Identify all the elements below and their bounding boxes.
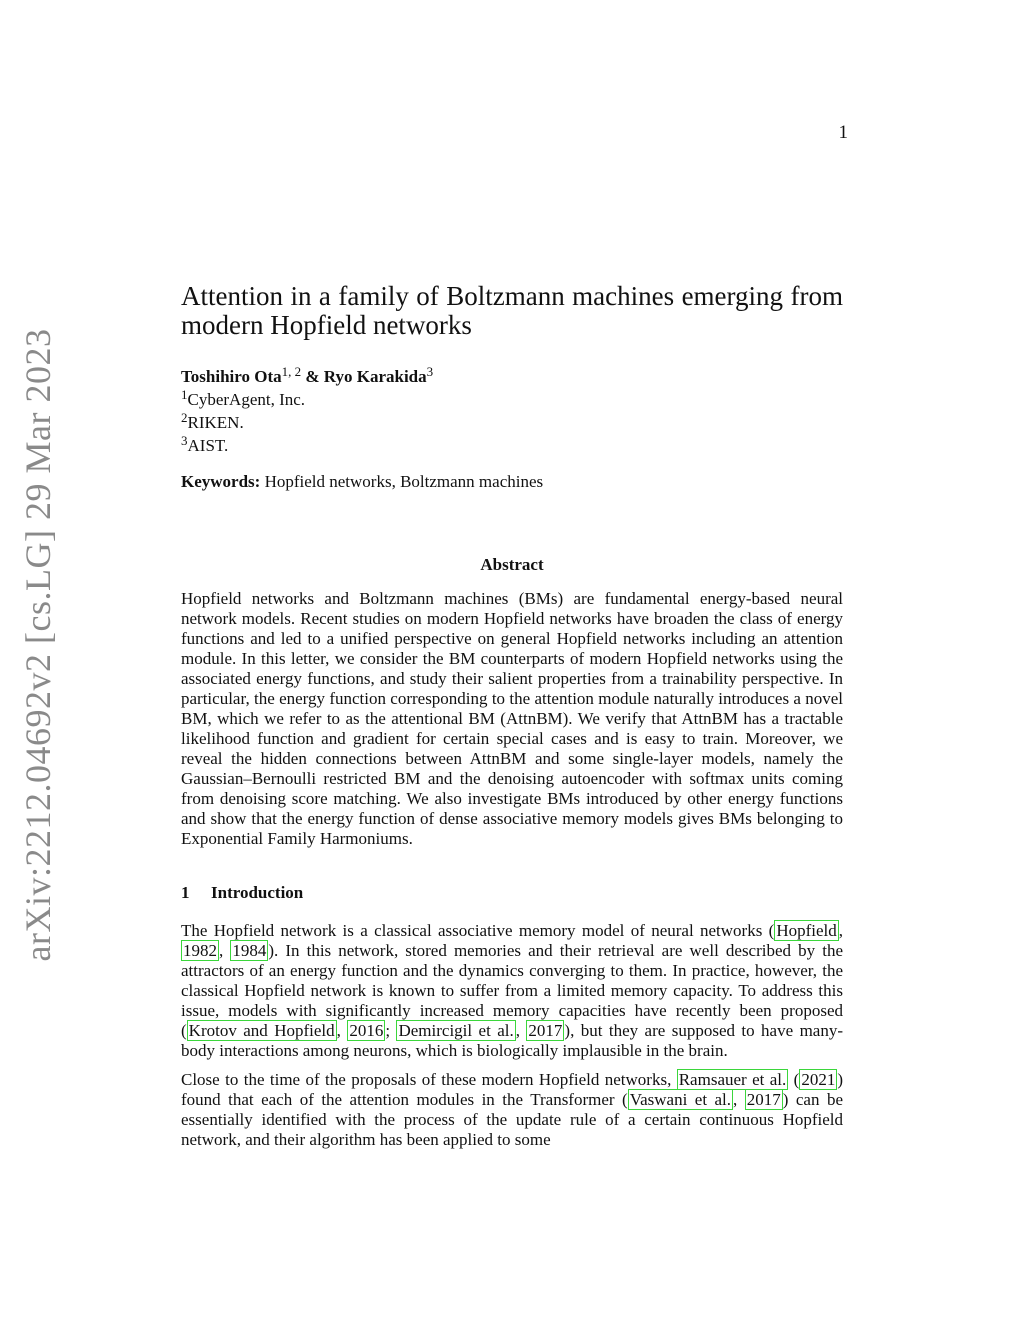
author-line: [181, 366, 843, 388]
affiliation: [181, 434, 843, 457]
keywords: [181, 471, 843, 493]
affiliation: [181, 388, 843, 411]
text-run: ) can be essentially identified with the process of the update rule of a certain continuous Hopfield network, and their algorithm has been applied to some: [181, 1090, 843, 1149]
text-run: Close to the time of the proposals of these modern Hopfield networks,: [181, 1070, 677, 1089]
author-name: Ryo Karakida: [323, 367, 427, 386]
text-run: ,: [515, 1021, 527, 1040]
intro-paragraph-1: [181, 921, 843, 1061]
affiliation-marker: 2: [181, 410, 188, 425]
citation-link[interactable]: 1984: [232, 941, 267, 960]
citation-link[interactable]: Hopfield: [776, 921, 837, 940]
citation-link[interactable]: Vaswani et al.: [629, 1090, 732, 1109]
section-title: Introduction: [211, 883, 304, 902]
author-affiliation-marker: 3: [426, 364, 434, 379]
arxiv-identifier: arXiv:2212.04692v2 [cs.LG] 29 Mar 2023: [18, 328, 58, 962]
affiliation: [181, 411, 843, 434]
text-run: ,: [838, 921, 843, 940]
text-run: ,: [219, 941, 231, 960]
citation-link[interactable]: 2021: [801, 1070, 836, 1089]
text-run: ;: [385, 1021, 397, 1040]
citation-link[interactable]: Ramsauer et al.: [678, 1070, 787, 1089]
page-number: 1: [838, 122, 848, 143]
author-connector: &: [301, 367, 324, 386]
affiliation-marker: 3: [181, 433, 188, 448]
affiliation-name: AIST.: [187, 436, 229, 455]
citation-link[interactable]: Krotov and Hopfield: [188, 1021, 335, 1040]
keywords-text: Hopfield networks, Boltzmann machines: [264, 472, 544, 491]
author-name: Toshihiro Ota: [181, 367, 282, 386]
paper-title: Attention in a family of Boltzmann machines emerging from modern Hopfield networks: [181, 281, 843, 340]
text-run: The Hopfield network is a classical associative memory model of neural networks (: [181, 921, 775, 940]
citation-link[interactable]: 2017: [528, 1021, 563, 1040]
citation-link[interactable]: 2016: [349, 1021, 384, 1040]
text-run: ), but they are supposed to have many-body interactions among neurons, which is biologically implausible in the brain.: [181, 1021, 843, 1060]
author-affiliation-marker: 1, 2: [281, 364, 302, 379]
paper-body: [181, 282, 843, 1150]
text-run: ,: [733, 1090, 745, 1109]
abstract-text: Hopfield networks and Boltzmann machines (BMs) are fundamental energy-based neural network models. Recent studies on modern Hopfield networks have broaden the class of energy functions and led to a unified perspective on general Hopfield networks including an attention module. In this letter, we consider the BM counterparts of modern Hopfield networks using the associated energy functions, and study their salient properties from a trainability perspective. In particular, the energy function corresponding to the attention module naturally introduces a novel BM, which we refer to as the attentional BM (AttnBM). We verify that AttnBM has a tractable likelihood function and gradient for certain special cases and is easy to train. Moreover, we reveal the hidden connections between AttnBM and some single-layer models, namely the Gaussian–Bernoulli restricted BM and the denoising autoencoder with softmax units coming from denoising score matching. We also investigate BMs introduced by other energy functions and show that the energy function of dense associative memory models gives BMs belonging to Exponential Family Harmoniums.: [181, 589, 843, 848]
keywords-label: Keywords:: [181, 472, 261, 491]
section-number: 1: [181, 883, 190, 902]
affiliation-marker: 1: [181, 387, 188, 402]
citation-link[interactable]: 1982: [183, 941, 217, 960]
text-run: (: [788, 1070, 800, 1089]
affiliation-name: RIKEN.: [187, 413, 244, 432]
citation-link[interactable]: 2017: [746, 1090, 781, 1109]
intro-paragraph-2: [181, 1070, 843, 1150]
text-run: ). In this network, stored memories and their retrieval are well described by the attractors of an energy function and the dynamics converging to them. In practice, however, the classical Hopfield network is known to suffer from a limited memory capacity. To address this issue, models with significantly increased memory capacities have recently been proposed (: [181, 941, 843, 1040]
citation-link[interactable]: Demircigil et al.: [398, 1021, 514, 1040]
section-heading: [181, 883, 843, 903]
text-run: ) found that each of the attention modules in the Transformer (: [181, 1070, 843, 1109]
text-run: ,: [336, 1021, 348, 1040]
affiliation-name: CyberAgent, Inc.: [187, 390, 306, 409]
abstract-heading: Abstract: [480, 555, 544, 574]
